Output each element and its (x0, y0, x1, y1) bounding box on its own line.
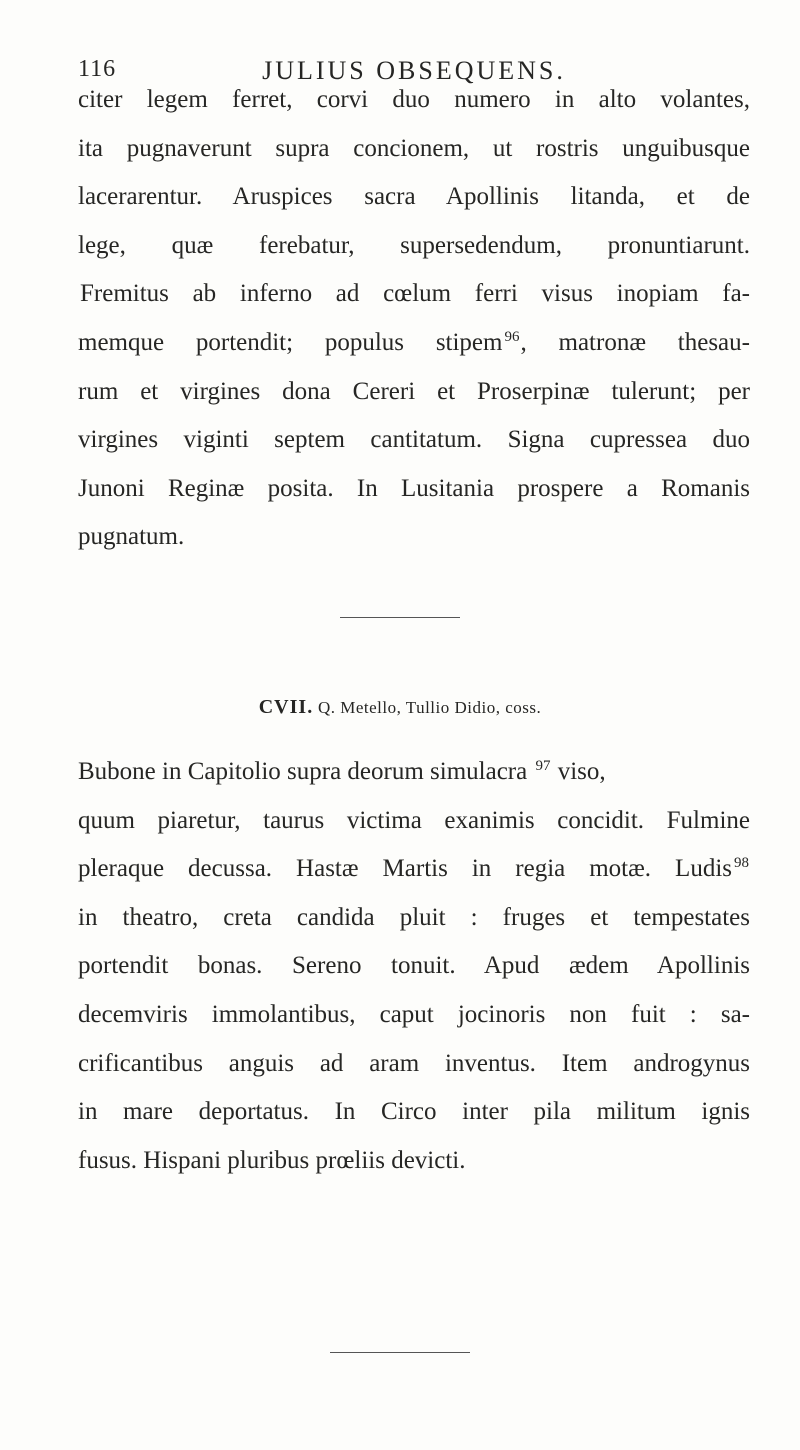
text-line: Fremitus ab inferno ad cœlum ferri visus inopiam fa- (80, 280, 750, 308)
text-line: crificantibus anguis ad aram inventus. Item androgynus (78, 1049, 750, 1077)
text-line: pugnatum. (78, 523, 185, 551)
text-line: in mare deportatus. In Circo inter pila militum ignis (78, 1098, 750, 1126)
text-line (78, 319, 750, 368)
footnote-marker: 96 (504, 328, 520, 345)
text-line: in theatro, creta candida pluit : fruges et tempestates (78, 903, 750, 931)
text-fragment: memque portendit; populus stipem (78, 328, 503, 356)
text-line: lacerarentur. Aruspices sacra Apollinis litanda, et de (78, 183, 750, 211)
text-line: rum et virgines dona Cereri et Proserpinæ tulerunt; per (78, 377, 750, 405)
text-line: ita pugnaverunt supra concionem, ut rostris unguibusque (78, 134, 750, 162)
chapter-heading (0, 696, 800, 719)
text-line: portendit bonas. Sereno tonuit. Apud ædem Apollinis (78, 952, 750, 980)
text-fragment: Bubone in Capitolio supra deorum simulacra (78, 758, 528, 785)
text-line (78, 845, 750, 894)
text-line (78, 748, 750, 797)
text-line: quum piaretur, taurus victima exanimis concidit. Fulmine (78, 806, 750, 834)
text-line: citer legem ferret, corvi duo numero in alto volantes, (78, 86, 750, 113)
footnote-marker: 98 (734, 855, 749, 872)
text-line: Junoni Reginæ posita. In Lusitania prospere a Romanis (78, 474, 750, 502)
page-number: 116 (78, 56, 117, 82)
text-line: lege, quæ ferebatur, supersedendum, pronuntiarunt. (78, 231, 750, 259)
chapter-consuls: Q. Metello, Tullio Didio, coss. (317, 698, 542, 717)
running-title: JULIUS OBSEQUENS. (262, 56, 566, 85)
text-fragment: pleraque decussa. Hastæ Martis in regia motæ. Ludis (78, 855, 732, 883)
text-line: virgines viginti septem cantitatum. Signa cupressea duo (78, 426, 750, 454)
section-divider (340, 617, 460, 618)
chapter-number: CVII. (258, 696, 314, 718)
paragraph-1 (78, 76, 750, 562)
text-fragment: , matronæ thesau- (520, 328, 750, 356)
end-divider (330, 1352, 470, 1353)
text-line: fusus. Hispani pluribus prœliis devicti. (78, 1146, 466, 1174)
paragraph-2 (78, 748, 750, 1185)
text-fragment: viso, (551, 758, 606, 785)
footnote-marker: 97 (535, 758, 551, 774)
text-line: decemviris immolantibus, caput jocinoris non fuit : sa- (78, 1000, 750, 1028)
